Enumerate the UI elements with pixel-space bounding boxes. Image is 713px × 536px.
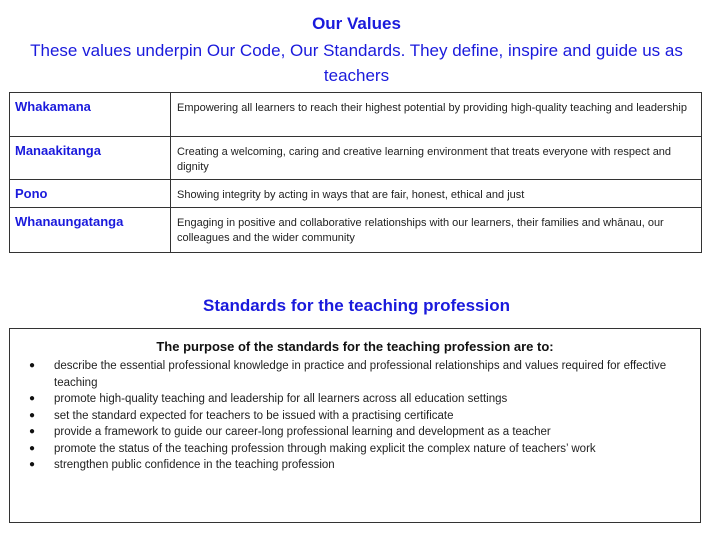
bullet-icon: ●	[29, 459, 36, 470]
values-title: Our Values	[312, 14, 401, 33]
standards-title: Standards for the teaching profession	[203, 296, 510, 315]
list-item	[10, 358, 700, 391]
list-item-text: set the standard expected for teachers to be issued with a practising certificate	[54, 409, 454, 422]
list-item-text: provide a framework to guide our career-long professional learning and development as a teacher	[54, 426, 551, 438]
standards-heading: The purpose of the standards for the teaching profession are to:	[156, 339, 554, 354]
list-item-text: promote the status of the teaching profession through making explicit the complex nature of teachers’ work	[54, 442, 596, 455]
value-description: Creating a welcoming, caring and creative learning environment that treats everyone with respect and dignity	[171, 137, 702, 180]
value-term: Pono	[10, 180, 171, 208]
list-item-text: describe the essential professional knowledge in practice and professional relationships and values required for effective teaching	[54, 360, 667, 389]
table-row	[10, 137, 702, 180]
bullet-icon: ●	[29, 442, 36, 454]
value-description: Empowering all learners to reach their highest potential by providing high-quality teaching and leadership	[171, 93, 702, 137]
list-item-text: promote high-quality teaching and leadership for all learners across all education settings	[54, 393, 508, 405]
list-item	[10, 408, 700, 425]
list-item	[10, 391, 700, 408]
values-subtitle: These values underpin Our Code, Our Standards. They define, inspire and guide us as teachers	[30, 41, 683, 85]
purpose-list	[10, 358, 700, 474]
value-description: Showing integrity by acting in ways that are fair, honest, ethical and just	[171, 180, 702, 208]
table-row	[10, 180, 702, 208]
bullet-icon: ●	[29, 426, 36, 437]
values-table	[9, 92, 702, 253]
bullet-icon: ●	[29, 360, 36, 371]
value-description: Engaging in positive and collaborative relationships with our learners, their families and whānau, our colleagues and the wider community	[171, 208, 702, 253]
list-item-text: strengthen public confidence in the teaching profession	[54, 459, 335, 471]
bullet-icon: ●	[29, 409, 36, 421]
list-item	[10, 424, 700, 441]
standards-box	[9, 328, 701, 523]
table-row	[10, 208, 702, 253]
table-row	[10, 93, 702, 137]
bullet-icon: ●	[29, 393, 36, 404]
value-term: Whakamana	[10, 93, 171, 137]
value-term: Whanaungatanga	[10, 208, 171, 253]
list-item	[10, 457, 700, 474]
list-item	[10, 441, 700, 458]
value-term: Manaakitanga	[10, 137, 171, 180]
